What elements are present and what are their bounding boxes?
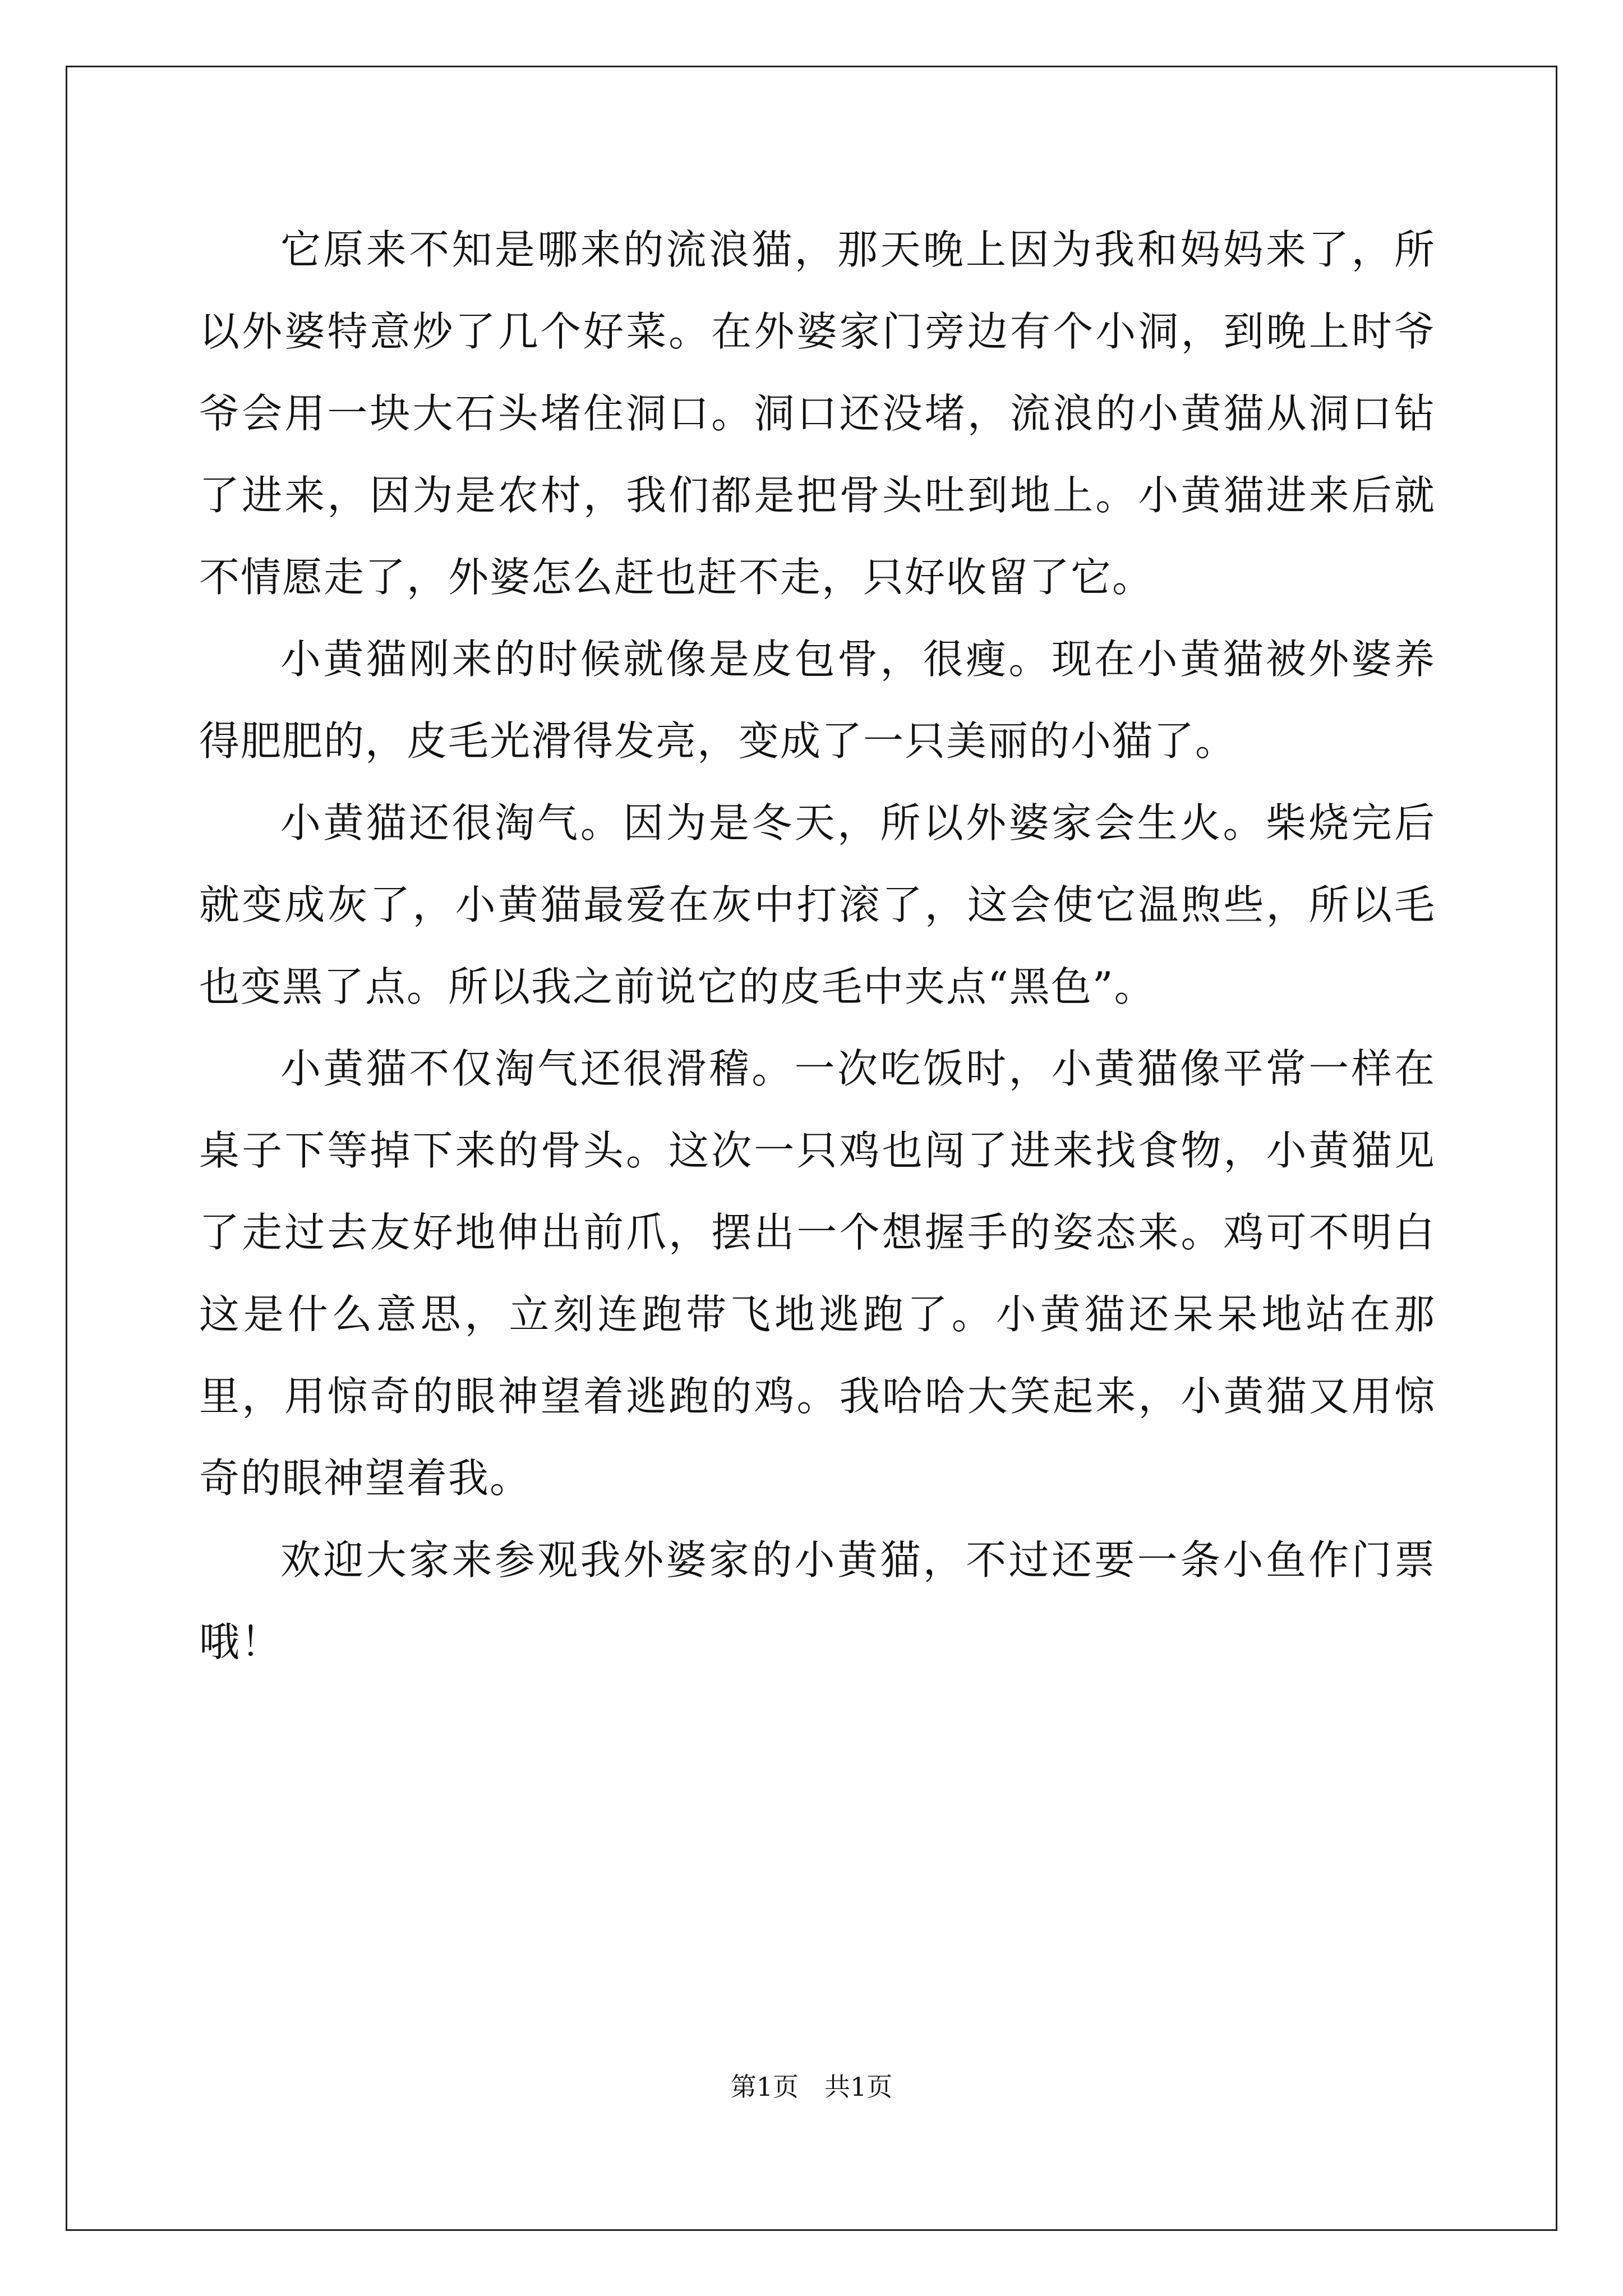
paragraph: 它原来不知是哪来的流浪猫，那天晚上因为我和妈妈来了，所以外婆特意炒了几个好菜。在外婆家门旁边有个小洞，到晚上时爷爷会用一块大石头堵住洞口。洞口还没堵，流浪的小黄猫从洞口钻了进来，因为是农村，我们都是把骨头吐到地上。小黄猫进来后就不情愿走了，外婆怎么赶也赶不走，只好收留了它。 [199, 226, 1436, 601]
paragraph: 小黄猫刚来的时候就像是皮包骨，很瘦。现在小黄猫被外婆养得肥肥的，皮毛光滑得发亮，变成了一只美丽的小猫了。 [199, 636, 1436, 765]
document-body [199, 209, 1436, 1683]
page-number-footer: 第1页 共1页 [730, 2072, 893, 2102]
paragraph: 小黄猫还很淘气。因为是冬天，所以外婆家会生火。柴烧完后就变成灰了，小黄猫最爱在灰中打滚了，这会使它温煦些，所以毛也变黑了点。所以我之前说它的皮毛中夹点“黑色”。 [199, 799, 1436, 1010]
paragraph: 小黄猫不仅淘气还很滑稽。一次吃饭时，小黄猫像平常一样在桌子下等掉下来的骨头。这次一只鸡也闯了进来找食物，小黄猫见了走过去友好地伸出前爪，摆出一个想握手的姿态来。鸡可不明白这是什么意思，立刻连跑带飞地逃跑了。小黄猫还呆呆地站在那里，用惊奇的眼神望着逃跑的鸡。我哈哈大笑起来，小黄猫又用惊奇的眼神望着我。 [199, 1045, 1436, 1502]
paragraph: 欢迎大家来参观我外婆家的小黄猫，不过还要一条小鱼作门票哦！ [199, 1536, 1436, 1665]
